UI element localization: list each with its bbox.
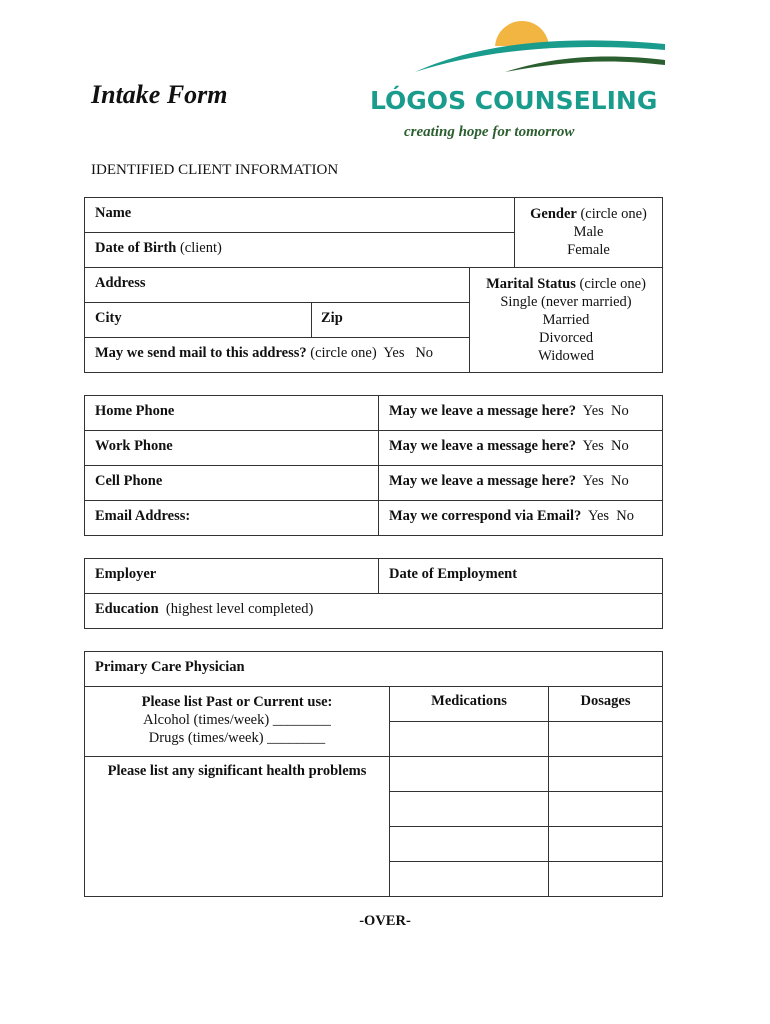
- employer-field[interactable]: [95, 566, 156, 583]
- name-label: Name: [95, 205, 132, 221]
- zip-field[interactable]: [321, 310, 343, 327]
- employment-date-field[interactable]: [389, 566, 517, 583]
- mail-question: May we send mail to this address?: [95, 345, 307, 361]
- marital-note: (circle one): [575, 276, 646, 292]
- address-label: Address: [95, 275, 146, 291]
- substance-use-field[interactable]: [85, 693, 389, 747]
- dosages-header-label: Dosages: [580, 693, 631, 709]
- medications-header: [390, 693, 548, 710]
- section-title: IDENTIFIED CLIENT INFORMATION: [91, 162, 339, 178]
- name-field[interactable]: [95, 205, 131, 222]
- home-message-label: May we leave a message here?: [389, 403, 576, 419]
- dob-field[interactable]: [95, 240, 222, 257]
- education-field[interactable]: [95, 601, 313, 618]
- email-consent-options[interactable]: Yes No: [581, 508, 635, 524]
- logo-name: LÓGOS COUNSELING: [370, 86, 658, 115]
- city-label: City: [95, 310, 122, 326]
- cell-message-label: May we leave a message here?: [389, 473, 576, 489]
- email-consent-question[interactable]: [389, 508, 634, 525]
- marital-option-single[interactable]: Single (never married): [500, 294, 632, 310]
- physician-label: Primary Care Physician: [95, 659, 245, 675]
- employment-date-label: Date of Employment: [389, 566, 518, 582]
- gender-option-female[interactable]: Female: [567, 242, 610, 258]
- home-message-options[interactable]: Yes No: [575, 403, 629, 419]
- dob-note: (client): [176, 240, 222, 256]
- drugs-line[interactable]: Drugs (times/week) ________: [148, 730, 326, 746]
- cell-message-question[interactable]: [389, 473, 629, 490]
- work-message-label: May we leave a message here?: [389, 438, 576, 454]
- health-problems-field[interactable]: [85, 763, 389, 780]
- dosages-header: [549, 693, 662, 710]
- dob-label: Date of Birth: [95, 240, 177, 256]
- gender-option-male[interactable]: Male: [573, 224, 604, 240]
- form-title: Intake Form: [91, 80, 228, 109]
- email-label: Email Address:: [95, 508, 191, 524]
- mail-options[interactable]: (circle one) Yes No: [306, 345, 434, 361]
- email-field[interactable]: [95, 508, 190, 525]
- marital-option-widowed[interactable]: Widowed: [538, 348, 594, 364]
- substance-use-heading: Please list Past or Current use:: [141, 694, 333, 710]
- marital-option-divorced[interactable]: Divorced: [539, 330, 593, 346]
- medications-header-label: Medications: [431, 693, 507, 709]
- work-phone-field[interactable]: [95, 438, 173, 455]
- work-message-options[interactable]: Yes No: [575, 438, 629, 454]
- education-label: Education: [95, 601, 159, 617]
- address-field[interactable]: [95, 275, 146, 292]
- home-phone-field[interactable]: [95, 403, 174, 420]
- over-indicator: -OVER-: [359, 913, 411, 929]
- cell-message-options[interactable]: Yes No: [575, 473, 629, 489]
- home-message-question[interactable]: [389, 403, 629, 420]
- email-consent-label: May we correspond via Email?: [389, 508, 582, 524]
- work-message-question[interactable]: [389, 438, 629, 455]
- gender-field[interactable]: [515, 205, 662, 259]
- logo-tagline: creating hope for tomorrow: [404, 124, 575, 140]
- gender-note: (circle one): [576, 206, 647, 222]
- health-problems-label: Please list any significant health problems: [107, 763, 367, 779]
- logo-graphic: [365, 20, 665, 90]
- marital-option-married[interactable]: Married: [542, 312, 590, 328]
- cell-phone-field[interactable]: [95, 473, 162, 490]
- education-note: (highest level completed): [158, 601, 314, 617]
- work-phone-label: Work Phone: [95, 438, 173, 454]
- physician-field[interactable]: [95, 659, 245, 676]
- marital-label: Marital Status: [486, 276, 576, 292]
- mail-consent-field[interactable]: [95, 345, 433, 362]
- zip-label: Zip: [321, 310, 343, 326]
- city-field[interactable]: [95, 310, 122, 327]
- cell-phone-label: Cell Phone: [95, 473, 163, 489]
- home-phone-label: Home Phone: [95, 403, 175, 419]
- employer-label: Employer: [95, 566, 157, 582]
- gender-label: Gender: [530, 206, 577, 222]
- alcohol-line[interactable]: Alcohol (times/week) ________: [143, 712, 331, 728]
- marital-status-field[interactable]: [470, 275, 662, 365]
